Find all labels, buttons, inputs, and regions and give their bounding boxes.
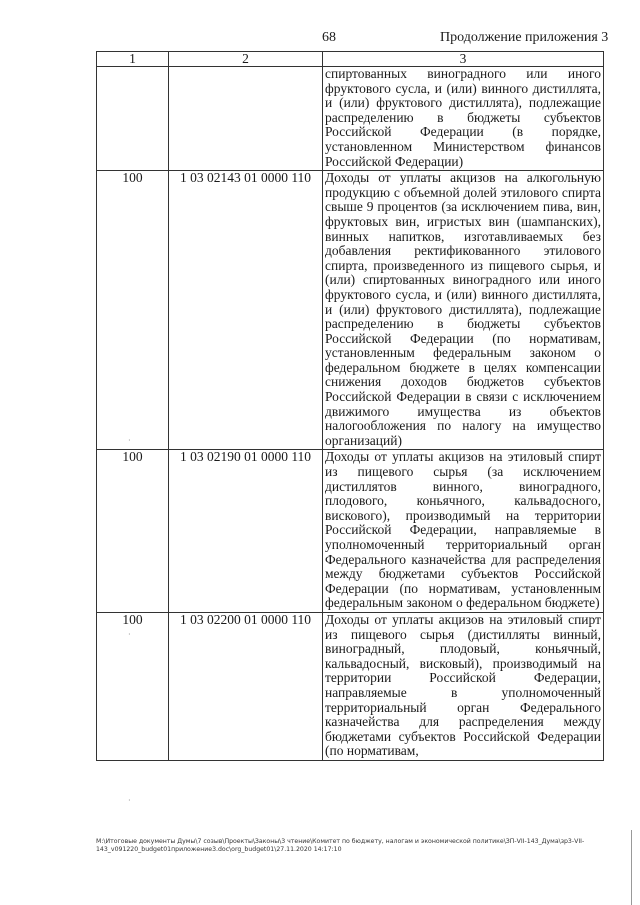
column-header: 3 bbox=[323, 52, 604, 67]
kbk-code-cell: 1 03 02190 01 0000 110 bbox=[169, 450, 323, 613]
description-cell: Доходы от уплаты акцизов на алкогольную продукцию с объемной долей этилового спирта свыше 9 процентов (за исключением пива, вин, фруктовых вин, игристых вин (шампанских), винных напитков, изготавливаемых без добавления ректификованного этилового спирта, произведенного из пищевого сырья, и (или) спиртованных виноградного или иного фруктового сусла, и (или) винного дистиллята, и (или) фруктового дистиллята), подлежащие распределению в бюджеты субъектов Российской Федерации (по нормативам, установленным федеральным законом о федеральном бюджете в целях компенсации снижения доходов бюджетов субъектов Российской Федерации в связи с исключением движимого имущества из объектов налогообложения по налогу на имущество организаций) bbox=[323, 171, 604, 450]
table-row bbox=[97, 171, 604, 450]
description-cell: Доходы от уплаты акцизов на этиловый спирт из пищевого сырья (дистилляты винный, виноградный, плодовый, коньячный, кальвадосный, висковый), производимый на территории Российской Федерации, направляемые в уполномоченный территориальный орган Федерального казначейства для распределения между бюджетами субъектов Российской Федерации (по нормативам, bbox=[323, 612, 604, 760]
table-row bbox=[97, 67, 604, 171]
revenue-table bbox=[96, 51, 604, 761]
description-cell: спиртованных виноградного или иного фруктового сусла, и (или) винного дистиллята, и (или) фруктового дистиллята), подлежащие распределению в бюджеты субъектов Российской Федерации (в порядке, установленном Министерством финансов Российской Федерации) bbox=[323, 67, 604, 171]
admin-code-cell bbox=[97, 67, 169, 171]
continuation-label: Продолжение приложения 3 bbox=[440, 30, 609, 45]
kbk-code-cell: 1 03 02143 01 0000 110 bbox=[169, 171, 323, 450]
table-row bbox=[97, 612, 604, 760]
column-header: 1 bbox=[97, 52, 169, 67]
table-row bbox=[97, 450, 604, 613]
admin-code-cell: 100 bbox=[97, 450, 169, 613]
kbk-code-cell: 1 03 02200 01 0000 110 bbox=[169, 612, 323, 760]
scan-edge bbox=[631, 830, 632, 905]
description-cell: Доходы от уплаты акцизов на этиловый спирт из пищевого сырья (за исключением дистиллятов винного, виноградного, плодового, коньячного, кальвадосного, вискового), производимый на территории Российской Федерации, направляемые в уполномоченный территориальный орган Федерального казначейства для распределения между бюджетами субъектов Российской Федерации (по нормативам, установленным федеральным законом о федеральном бюджете) bbox=[323, 450, 604, 613]
kbk-code-cell bbox=[169, 67, 323, 171]
file-path-footer: М:\Итоговые документы Думы\7 созыв\Проекты\Законы\3 чтение\Комитет по бюджету, налогам и экономической политике\ЗП-VII-143_Дума\зр3-VII-143_v091220_budget01приложение3.doc\org_budget01\27.11.2020 14:17:10 bbox=[96, 838, 585, 853]
admin-code-cell: 100 bbox=[97, 171, 169, 450]
scan-dot: · bbox=[128, 630, 131, 639]
column-header: 2 bbox=[169, 52, 323, 67]
page-number: 68 bbox=[322, 30, 336, 45]
admin-code-cell: 100 bbox=[97, 612, 169, 760]
table-header-row bbox=[97, 52, 604, 67]
scan-dot: · bbox=[128, 436, 131, 445]
scan-dot: · bbox=[128, 796, 131, 805]
